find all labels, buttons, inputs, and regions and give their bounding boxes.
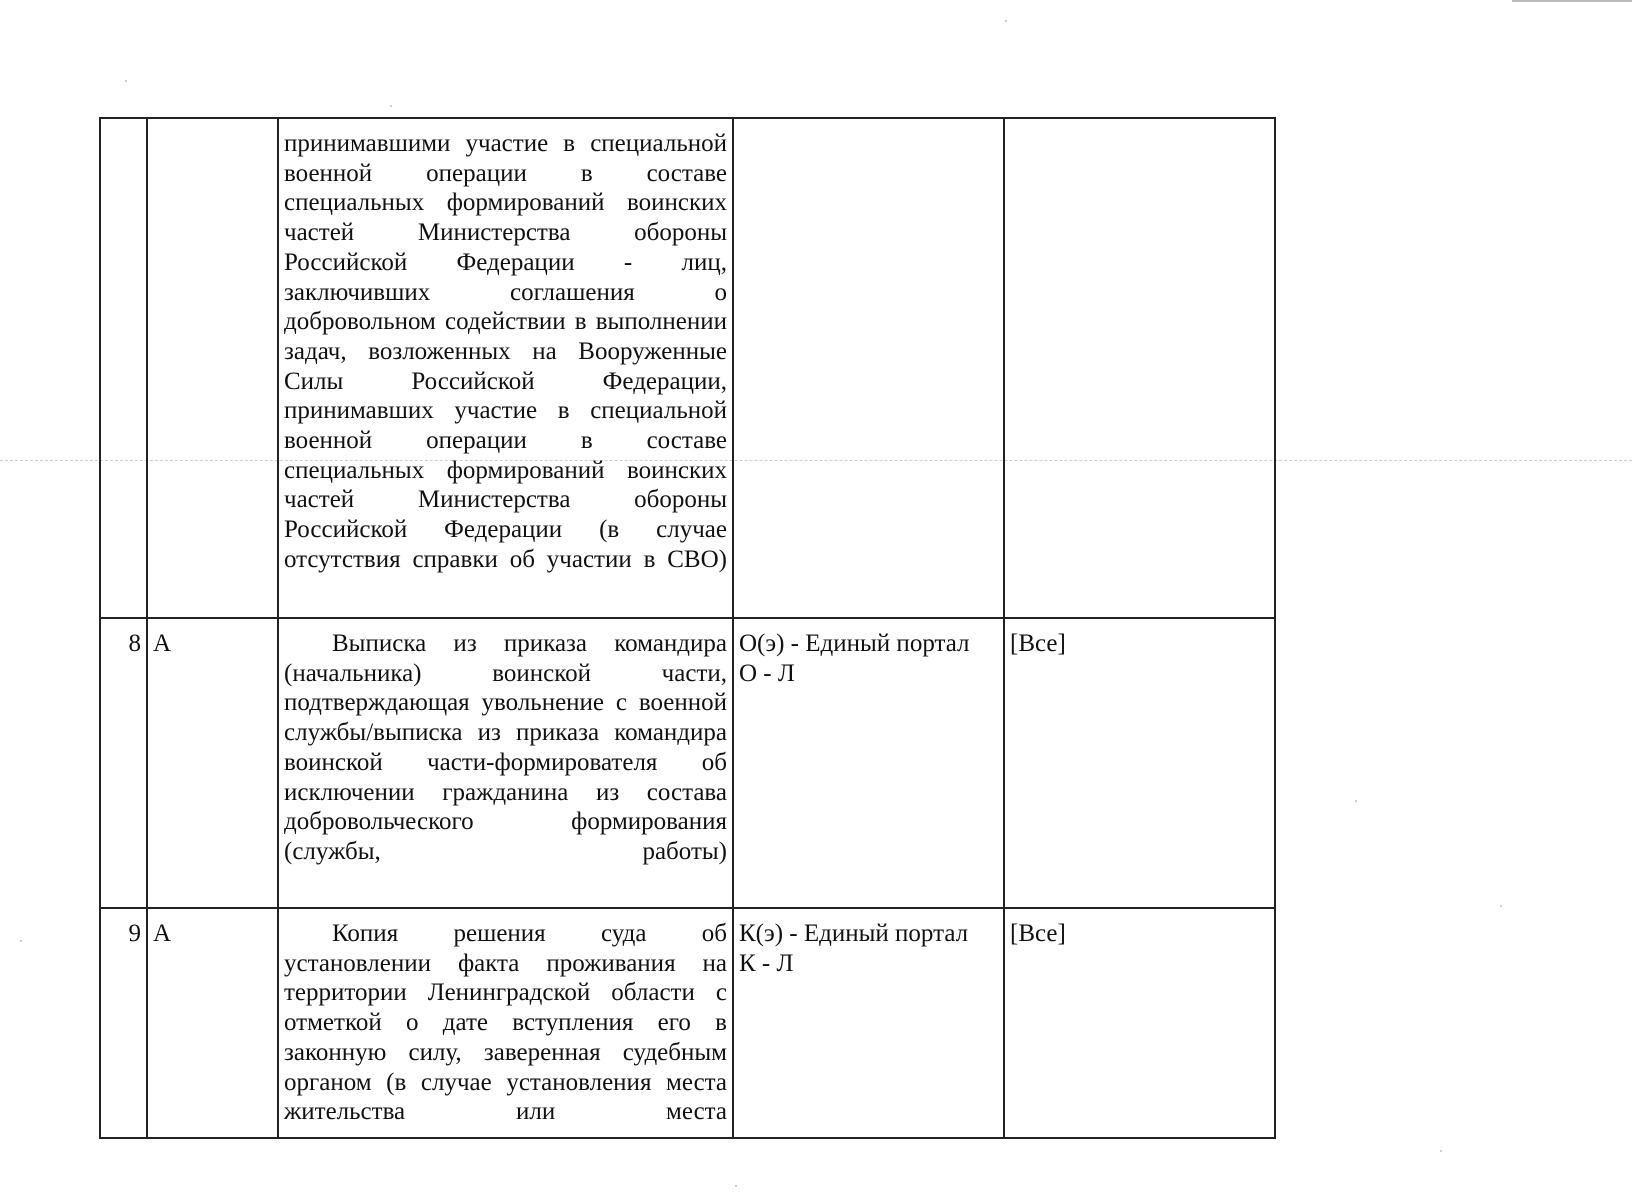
scan-edge-mark: [1512, 0, 1632, 2]
document-description-text: принимавшими участие в специальной военной операции в составе специальных формирований воинских частей Министерства обороны Российской Федерации - лиц, заключивших соглашения о добровольном содействии в выполнении задач, возложенных на Вооруженные Силы Российской Федерации, принимавших участие в специальной военной операции в составе специальных формирований воинских частей Министерства обороны Российской Федерации (в случае отсутствия справки об участии в СВО): [284, 130, 727, 573]
category-cell: [1004, 118, 1275, 618]
scan-speck: [125, 80, 127, 82]
submission-form-cell: [733, 618, 1004, 908]
submission-form-line: К(э) - Единый портал: [739, 920, 969, 947]
scan-speck: [1005, 20, 1007, 22]
document-description-cell: [278, 618, 733, 908]
table-row: [100, 908, 1275, 1138]
submission-form-line: К - Л: [739, 949, 794, 977]
row-code-cell: А: [147, 908, 278, 1138]
document-description-text: Выписка из приказа командира (начальника) воинской части, подтверждающая увольнение с военной службы/выписка из приказа командира воинской части-формирователя об исключении гражданина из состава добровольческого формирования (службы, работы): [284, 630, 727, 865]
scan-speck: [390, 105, 392, 107]
category-cell: [Все]: [1004, 908, 1275, 1138]
scan-speck: [1500, 905, 1502, 907]
documents-table: [99, 117, 1276, 1139]
document-description-cell: [278, 118, 733, 618]
row-code-cell: [147, 118, 278, 618]
row-code-cell: А: [147, 618, 278, 908]
scan-speck: [735, 1185, 737, 1187]
scan-speck: [1355, 800, 1357, 802]
row-number-cell: [100, 118, 147, 618]
scan-speck: [20, 940, 22, 942]
table-row: [100, 118, 1275, 618]
row-number-cell: 8: [100, 618, 147, 908]
submission-form-line: О(э) - Единый портал: [739, 630, 970, 657]
submission-form-line: О - Л: [739, 659, 795, 687]
document-description-text: Копия решения суда об установлении факта проживания на территории Ленинградской области с отметкой о дате вступления его в законную силу, заверенная судебным органом (в случае установления места жительства или места: [284, 920, 727, 1126]
document-description-cell: [278, 908, 733, 1138]
row-number-cell: 9: [100, 908, 147, 1138]
category-cell: [Все]: [1004, 618, 1275, 908]
table-row: [100, 618, 1275, 908]
submission-form-cell: [733, 908, 1004, 1138]
submission-form-cell: [733, 118, 1004, 618]
scan-speck: [1440, 1150, 1442, 1152]
